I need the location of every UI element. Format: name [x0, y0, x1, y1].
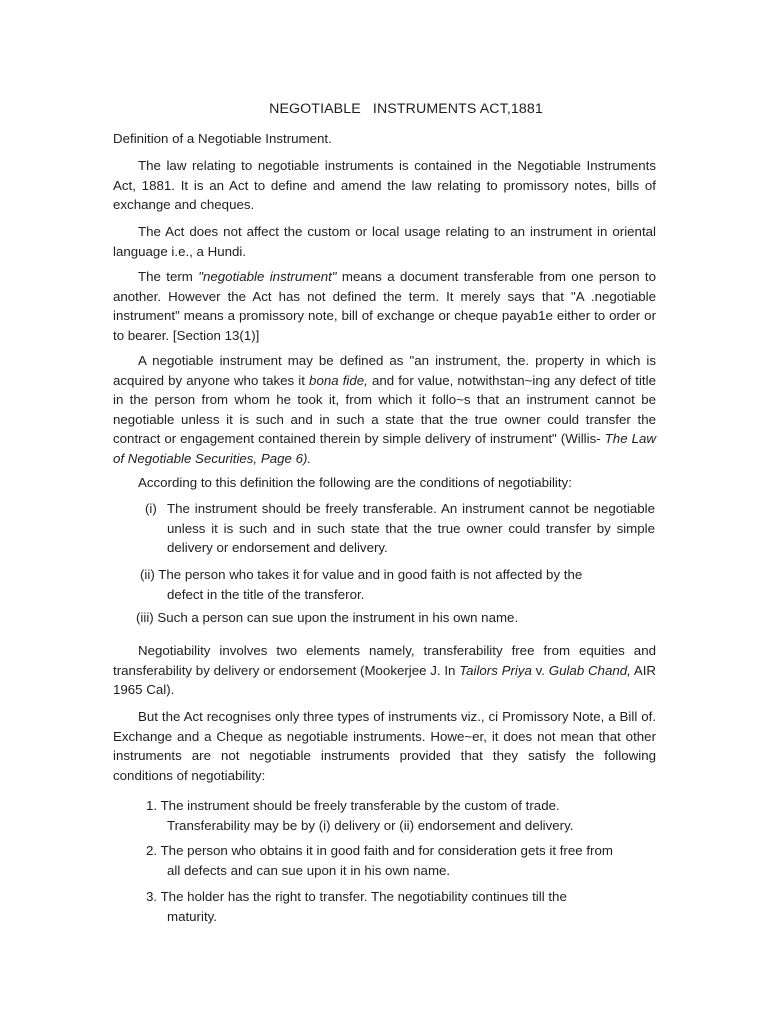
document-title: NEGOTIABLE INSTRUMENTS ACT,1881: [269, 101, 543, 117]
list-line-1: [146, 841, 666, 861]
list-line-2: all defects and can sue upon it in his own name.: [167, 862, 451, 878]
list-item: [146, 887, 666, 926]
condition-item: [136, 608, 656, 628]
paragraph-2: The Act does not affect the custom or local usage relating to an instrument in oriental language i.e., a Hundi.: [113, 224, 656, 259]
p4-book-title: The Law of Negotiable Securities, Page 6).: [113, 431, 656, 466]
list-line-2: maturity.: [167, 908, 217, 924]
condition-number: (iii): [136, 610, 154, 625]
list-item: [146, 796, 666, 835]
paragraph-1: The law relating to negotiable instruments is contained in the Negotiable Instruments Act, 1881. It is an Act to define and amend the law relating to promissory notes, bills of exchange and cheques.: [113, 158, 656, 212]
list-number: 2.: [146, 843, 158, 858]
p6-v: v.: [531, 662, 549, 678]
condition-line-2: defect in the title of the transferor.: [167, 586, 365, 602]
p6-text-b: AIR 1965 Cal).: [113, 662, 656, 697]
p6-text-a: Negotiability involves two elements namely, transferability free from equities and transferability by delivery or endorsement (Mookerjee J. In: [113, 643, 656, 678]
list-number: 3.: [146, 889, 158, 904]
condition-item: [140, 565, 660, 604]
p4-bona-fide: bona fide,: [309, 372, 368, 388]
paragraph-5: According to this definition the following are the conditions of negotiability:: [138, 475, 572, 490]
paragraph-3: [113, 267, 656, 345]
condition-text: The person who takes it for value and in good faith is not affected by the: [158, 567, 583, 582]
list-number: 1.: [146, 798, 158, 813]
section-heading: Definition of a Negotiable Instrument.: [113, 131, 332, 146]
p6-case-1: Tailors Priya: [459, 662, 532, 678]
list-text: The holder has the right to transfer. The negotiability continues till the: [160, 889, 567, 904]
p3-text-a: The term: [138, 269, 199, 284]
paragraph-4: [113, 351, 656, 468]
p4-text-b: and for value, notwithstan~ing any defect of title in the person from whom he took it, from which it follo~s that an instrument cannot be negotiable unless it is such and in such a state that the true owner could transfer the contract or engagement contained therein by simple delivery of instrument" (Willis-: [113, 372, 656, 446]
paragraph-7: But the Act recognises only three types of instruments viz., ci Promissory Note, a Bill of. Exchange and a Cheque as negotiable instruments. Howe~er, it does not mean that other instruments are not negotiable instruments provided that they satisfy the following conditions of negotiability:: [113, 709, 656, 783]
condition-number: (i): [145, 501, 157, 516]
list-text: The instrument should be freely transferable by the custom of trade.: [160, 798, 560, 813]
p3-term: "negotiable instrument": [198, 269, 337, 284]
condition-number: (ii): [140, 567, 155, 582]
condition-line-1: [140, 565, 660, 585]
condition-text: Such a person can sue upon the instrument in his own name.: [157, 610, 519, 625]
list-item: [146, 841, 666, 880]
list-line-2: Transferability may be by (i) delivery or (ii) endorsement and delivery.: [167, 817, 574, 833]
condition-text: The instrument should be freely transferable. An instrument cannot be negotiable unless it is such and in such state that the true owner could transfer by simple delivery or endorsement and delivery.: [167, 501, 655, 555]
p4-text-a: A negotiable instrument may be defined as "an instrument, the. property in which is acquired by anyone who takes it: [113, 353, 656, 388]
list-text: The person who obtains it in good faith and for consideration gets it free from: [160, 843, 613, 858]
p3-text-b: means a document transferable from one person to another. However the Act has not defined the term. It merely says that "A .negotiable instrument" means a promissory note, bill of exchange or cheque payab1e either to order or to bearer. [Section 13(1)]: [113, 269, 656, 343]
list-line-1: [146, 887, 666, 907]
list-line-1: [146, 796, 666, 816]
p6-case-2: Gulab Chand,: [548, 662, 631, 678]
paragraph-6: [113, 641, 656, 700]
